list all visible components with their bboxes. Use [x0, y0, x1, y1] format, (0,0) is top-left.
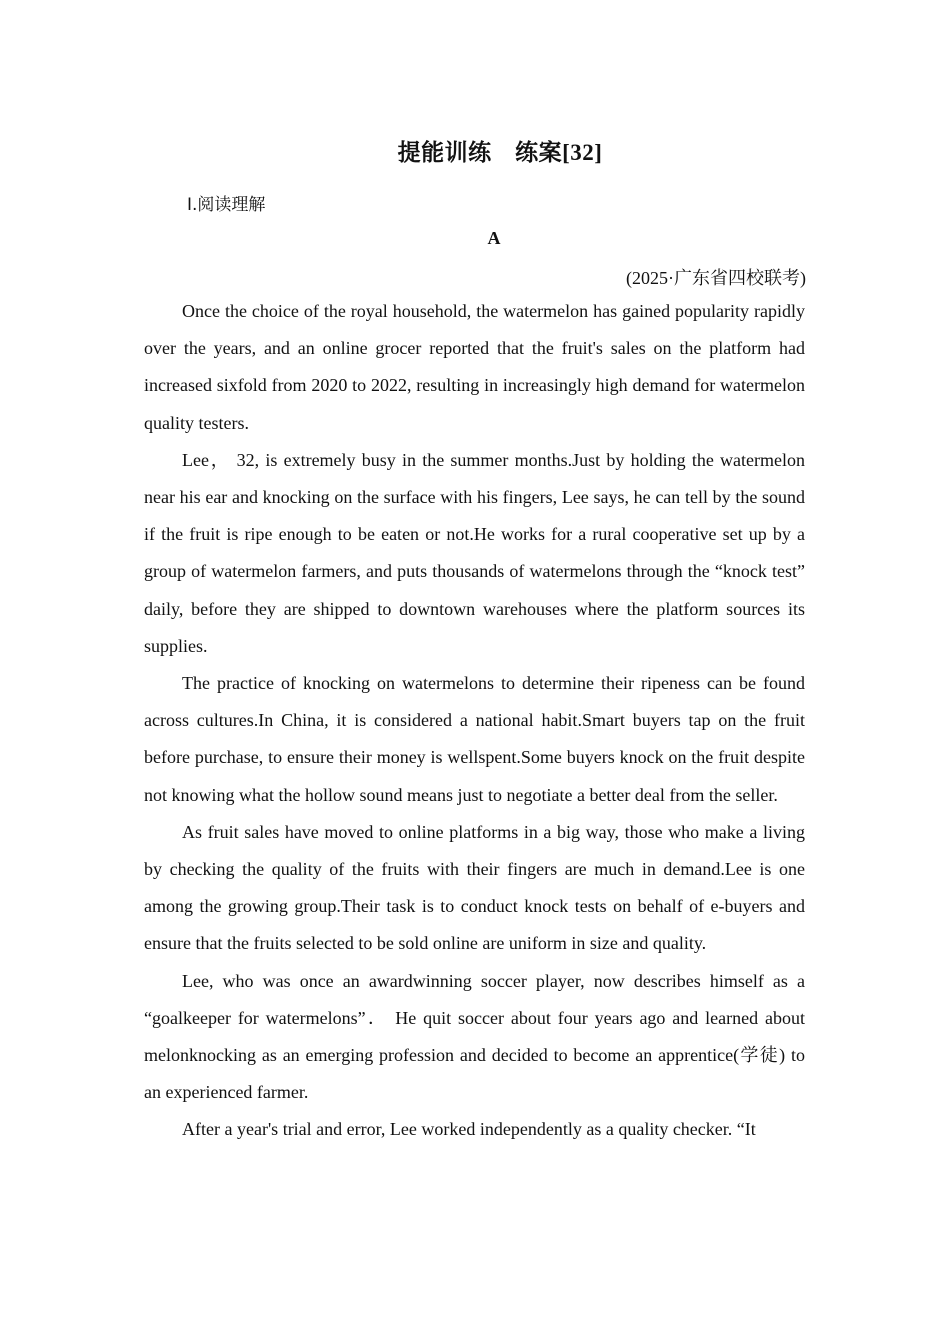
source-citation: (2025·广东省四校联考): [626, 268, 806, 288]
paragraph: Lee， 32, is extremely busy in the summer months.Just by holding the watermelon near his ear and knocking on the surface with his fingers, Lee says, he can tell by the sound if the fruit is ripe enough to be eaten or not.He works for a rural cooperative set up by a group of watermelon farmers, and puts thousands of watermelons through the “knock test” daily, before they are shipped to downtown warehouses where the platform sources its supplies.: [144, 449, 805, 656]
paragraph: After a year's trial and error, Lee worked independently as a quality checker. “It: [182, 1119, 756, 1140]
page-title: 提能训练 练案[32]: [397, 140, 603, 165]
section-heading: Ⅰ.阅读理解: [187, 195, 266, 215]
paragraph: The practice of knocking on watermelons to determine their ripeness can be found across cultures.In China, it is considered a national habit.Smart buyers tap on the fruit before purchase, to ensure their money is wellspent.Some buyers knock on the fruit despite not knowing what the hollow sound means just to negotiate a better deal from the seller.: [144, 673, 805, 805]
paragraph: As fruit sales have moved to online platforms in a big way, those who make a living by checking the quality of the fruits with their fingers are much in demand.Lee is one among the growing group.Their task is to conduct knock tests on behalf of e-buyers and ensure that the fruits selected to be sold online are uniform in size and quality.: [144, 821, 805, 954]
paragraph: Once the choice of the royal household, the watermelon has gained popularity rapidly over the years, and an online grocer reported that the fruit's sales on the platform had increased sixfold from 2020 to 2022, resulting in increasingly high demand for watermelon quality testers.: [144, 301, 805, 433]
paragraph: Lee, who was once an awardwinning soccer player, now describes himself as a “goalkeeper for watermelons”． He quit soccer about four years ago and learned about melonknocking as an emerging profession and decided to become an apprentice(学徒) to an experienced farmer.: [144, 970, 805, 1103]
passage-body: [144, 293, 805, 1149]
passage-label: A: [487, 228, 501, 248]
